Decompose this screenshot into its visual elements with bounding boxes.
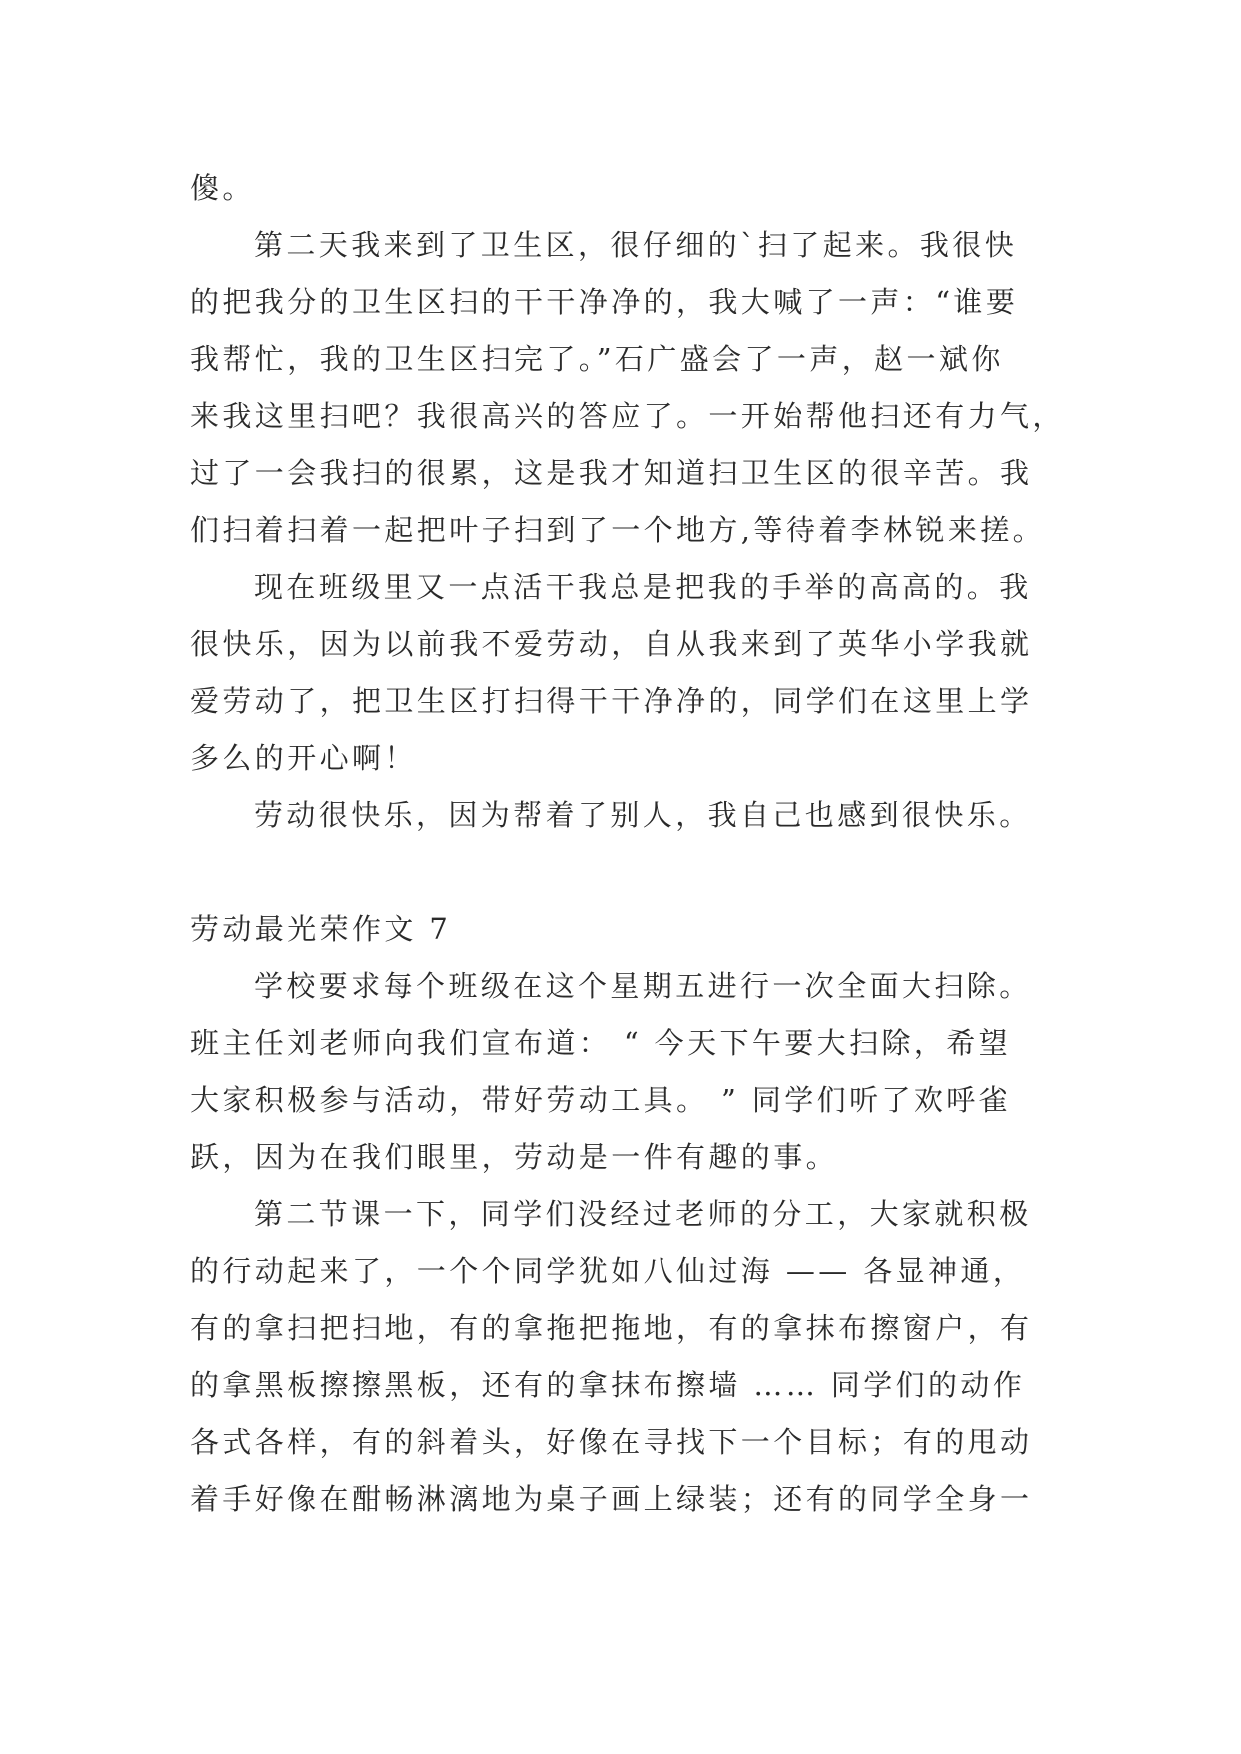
text-line: 来我这里扫吧？我很高兴的答应了。一开始帮他扫还有力气， [190,399,1065,433]
text-line: 的把我分的卫生区扫的干干净净的，我大喊了一声：“谁要 [190,285,1019,319]
document-body [190,160,1065,1528]
text-line: 我帮忙，我的卫生区扫完了。”石广盛会了一声，赵一斌你 [190,342,1004,376]
paragraph [190,559,1060,787]
paragraph [190,1186,1060,1528]
text-line: 的行动起来了，一个个同学犹如八仙过海 —— 各显神通， [190,1254,1026,1288]
text-line: 现在班级里又一点活干我总是把我的手举的高高的。我 [254,570,1032,604]
section-spacer [190,844,1060,901]
paragraph [190,217,1065,559]
text-line: 劳动很快乐，因为帮着了别人，我自己也感到很快乐。 [254,798,1032,832]
text-line: 跃，因为在我们眼里，劳动是一件有趣的事。 [190,1140,839,1174]
text-line: 第二节课一下，同学们没经过老师的分工，大家就积极 [254,1197,1032,1231]
text-line: 的拿黑板擦擦黑板，还有的拿抹布擦墙 …… 同学们的动作 [190,1368,1026,1402]
text-line: 大家积极参与活动，带好劳动工具。 ” 同学们听了欢呼雀 [190,1083,1012,1117]
text-line: 学校要求每个班级在这个星期五进行一次全面大扫除。 [254,969,1032,1003]
text-line: 各式各样，有的斜着头，好像在寻找下一个目标；有的甩动 [190,1425,1033,1459]
text-line: 着手好像在酣畅淋漓地为桌子画上绿装；还有的同学全身一 [190,1482,1033,1516]
text-line: 有的拿扫把扫地，有的拿拖把拖地，有的拿抹布擦窗户，有 [190,1311,1033,1345]
text-line: 很快乐，因为以前我不爱劳动，自从我来到了英华小学我就 [190,627,1033,661]
text-line: 爱劳动了，把卫生区打扫得干干净净的，同学们在这里上学 [190,684,1033,718]
text-line: 过了一会我扫的很累，这是我才知道扫卫生区的很辛苦。我 [190,456,1033,490]
section-title: 劳动最光荣作文 7 [190,912,452,946]
text-line: 傻。 [190,171,255,205]
paragraph [190,958,1060,1186]
text-line: 班主任刘老师向我们宣布道： “ 今天下午要大扫除，希望 [190,1026,1012,1060]
text-line: 们扫着扫着一起把叶子扫到了一个地方,等待着李林锐来搓。 [190,513,1046,547]
paragraph [190,787,1060,844]
paragraph [190,160,1060,217]
text-line: 多么的开心啊！ [190,741,417,775]
text-line: 第二天我来到了卫生区，很仔细的`扫了起来。我很快 [254,228,1018,262]
